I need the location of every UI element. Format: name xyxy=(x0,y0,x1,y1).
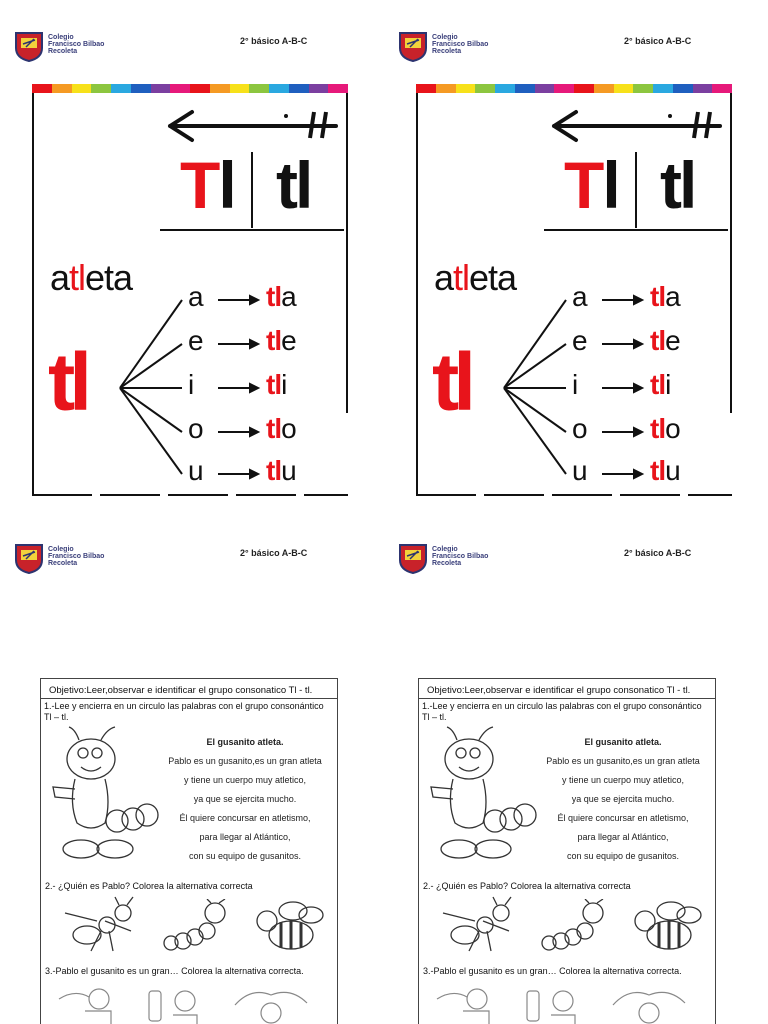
objective-text: Objetivo:Leer,observar e identificar el grupo consonatico Tl - tl. xyxy=(49,685,313,696)
question-3: 3.-Pablo el gusanito es un gran… Colorea la alternativa correcta. xyxy=(45,966,304,976)
story-line: Pablo es un gusanito,es un gran atleta xyxy=(546,756,700,766)
stripe-segment xyxy=(456,84,476,93)
divider xyxy=(41,698,337,699)
ant-illustration-icon xyxy=(61,895,141,955)
stripe-segment xyxy=(673,84,693,93)
vowel: u xyxy=(572,455,588,486)
lowercase-group: tl xyxy=(276,148,311,222)
syllable: tlo xyxy=(650,413,680,444)
grade-label: 2° básico A-B-C xyxy=(624,36,692,46)
stripe-segment xyxy=(269,84,289,93)
objective-text: Objetivo:Leer,observar e identificar el grupo consonatico Tl - tl. xyxy=(427,685,691,696)
stripe-segment xyxy=(52,84,72,93)
student-illustration-icon xyxy=(609,985,689,1024)
question-1: 1.-Lee y encierra en un circulo las palabras con el grupo consonántico Tl – tl. xyxy=(44,701,324,722)
stripe-segment xyxy=(91,84,111,93)
page-header xyxy=(398,538,758,578)
branch-arrows-icon xyxy=(496,281,736,484)
worksheet-page xyxy=(384,512,768,1024)
stripe-segment xyxy=(712,84,732,93)
story-line: con su equipo de gusanitos. xyxy=(188,851,302,861)
stripe-segment xyxy=(210,84,230,93)
story-line: ya que se ejercita mucho. xyxy=(571,794,675,804)
story-line: para llegar al Atlántico, xyxy=(577,832,669,842)
stripe-segment xyxy=(475,84,495,93)
stripe-segment xyxy=(535,84,555,93)
stripe-segment xyxy=(190,84,210,93)
stripe-segment xyxy=(230,84,250,93)
divider xyxy=(251,152,253,228)
story xyxy=(159,737,331,870)
uppercase-group: Tl xyxy=(564,148,619,222)
divider xyxy=(160,229,344,231)
page-header xyxy=(398,26,758,66)
color-stripe xyxy=(416,84,732,93)
school-crest-icon xyxy=(398,30,428,62)
stripe-segment xyxy=(72,84,92,93)
uppercase-group: Tl xyxy=(180,148,235,222)
caterpillar-illustration-icon xyxy=(423,723,543,871)
syllable: tla xyxy=(650,281,680,312)
syllable: tle xyxy=(650,325,680,356)
page-header xyxy=(14,538,374,578)
bee-illustration-icon xyxy=(625,895,705,955)
flashcard-page xyxy=(0,0,384,512)
stripe-segment xyxy=(653,84,673,93)
story-title: El gusanito atleta. xyxy=(206,737,284,747)
story-line: Pablo es un gusanito,es un gran atleta xyxy=(168,756,322,766)
grade-label: 2° básico A-B-C xyxy=(240,548,308,558)
stripe-segment xyxy=(249,84,269,93)
syllable: tlu xyxy=(266,455,296,486)
stripe-segment xyxy=(170,84,190,93)
story-line: y tiene un cuerpo muy atletico, xyxy=(183,775,307,785)
stripe-segment xyxy=(693,84,713,93)
story xyxy=(537,737,709,870)
syllable: tla xyxy=(266,281,296,312)
worksheet xyxy=(40,678,338,1024)
example-word: atleta xyxy=(434,257,517,298)
stripe-segment xyxy=(289,84,309,93)
doctor-illustration-icon xyxy=(141,985,211,1024)
stripe-segment xyxy=(151,84,171,93)
left-arrow-icon xyxy=(164,104,340,144)
vowel: i xyxy=(188,369,195,400)
question-3: 3.-Pablo el gusanito es un gran… Colorea la alternativa correcta. xyxy=(423,966,682,976)
flashcard xyxy=(32,84,348,496)
stripe-segment xyxy=(574,84,594,93)
vowel: i xyxy=(572,369,579,400)
stripe-segment xyxy=(614,84,634,93)
branch-arrows-icon xyxy=(112,281,352,484)
syllable: tli xyxy=(650,369,671,400)
stripe-segment xyxy=(32,84,52,93)
flashcard-page xyxy=(384,0,768,512)
divider xyxy=(544,229,728,231)
stripe-segment xyxy=(328,84,348,93)
school-crest-icon xyxy=(14,30,44,62)
athlete-illustration-icon xyxy=(433,985,503,1024)
story-line: Él quiere concursar en atletismo, xyxy=(179,813,311,823)
stripe-segment xyxy=(131,84,151,93)
consonant-group: tl xyxy=(432,337,471,428)
stripe-segment xyxy=(309,84,329,93)
caterpillar-illustration-icon xyxy=(45,723,165,871)
vowel: a xyxy=(188,281,204,312)
athlete-illustration-icon xyxy=(55,985,125,1024)
school-name: Colegio Francisco Bilbao Recoleta xyxy=(48,546,105,567)
divider xyxy=(419,698,715,699)
vowel: a xyxy=(572,281,588,312)
worksheet-page xyxy=(0,512,384,1024)
divider xyxy=(635,152,637,228)
card-border xyxy=(416,93,418,495)
vowel: o xyxy=(188,413,204,444)
caterpillar-illustration-icon xyxy=(537,899,617,955)
vowel: u xyxy=(188,455,204,486)
card-border xyxy=(32,93,34,495)
story-line: para llegar al Atlántico, xyxy=(199,832,291,842)
vowel: e xyxy=(188,325,204,356)
story-title: El gusanito atleta. xyxy=(584,737,662,747)
school-name: Colegio Francisco Bilbao Recoleta xyxy=(432,34,489,55)
vowel: e xyxy=(572,325,588,356)
grade-label: 2° básico A-B-C xyxy=(624,548,692,558)
stripe-segment xyxy=(416,84,436,93)
stripe-segment xyxy=(594,84,614,93)
vowel: o xyxy=(572,413,588,444)
stripe-segment xyxy=(111,84,131,93)
school-name: Colegio Francisco Bilbao Recoleta xyxy=(432,546,489,567)
consonant-group: tl xyxy=(48,337,87,428)
stripe-segment xyxy=(495,84,515,93)
doctor-illustration-icon xyxy=(519,985,589,1024)
syllable: tli xyxy=(266,369,287,400)
story-line: ya que se ejercita mucho. xyxy=(193,794,297,804)
color-stripe xyxy=(32,84,348,93)
syllable: tlu xyxy=(650,455,680,486)
story-line: Él quiere concursar en atletismo, xyxy=(557,813,689,823)
example-word: atleta xyxy=(50,257,133,298)
school-crest-icon xyxy=(14,542,44,574)
lowercase-group: tl xyxy=(660,148,695,222)
syllable: tlo xyxy=(266,413,296,444)
caterpillar-illustration-icon xyxy=(159,899,239,955)
grade-label: 2° básico A-B-C xyxy=(240,36,308,46)
bee-illustration-icon xyxy=(247,895,327,955)
ant-illustration-icon xyxy=(439,895,519,955)
left-arrow-icon xyxy=(548,104,724,144)
question-1: 1.-Lee y encierra en un circulo las palabras con el grupo consonántico Tl – tl. xyxy=(422,701,702,722)
story-line: con su equipo de gusanitos. xyxy=(566,851,680,861)
syllable: tle xyxy=(266,325,296,356)
page-header xyxy=(14,26,374,66)
stripe-segment xyxy=(436,84,456,93)
stripe-segment xyxy=(515,84,535,93)
question-2: 2.- ¿Quién es Pablo? Colorea la alternativa correcta xyxy=(45,881,253,891)
student-illustration-icon xyxy=(231,985,311,1024)
school-name: Colegio Francisco Bilbao Recoleta xyxy=(48,34,105,55)
stripe-segment xyxy=(633,84,653,93)
flashcard xyxy=(416,84,732,496)
question-2: 2.- ¿Quién es Pablo? Colorea la alternativa correcta xyxy=(423,881,631,891)
worksheet xyxy=(418,678,716,1024)
school-crest-icon xyxy=(398,542,428,574)
stripe-segment xyxy=(554,84,574,93)
story-line: y tiene un cuerpo muy atletico, xyxy=(561,775,685,785)
card-border xyxy=(32,494,348,496)
card-border xyxy=(416,494,732,496)
